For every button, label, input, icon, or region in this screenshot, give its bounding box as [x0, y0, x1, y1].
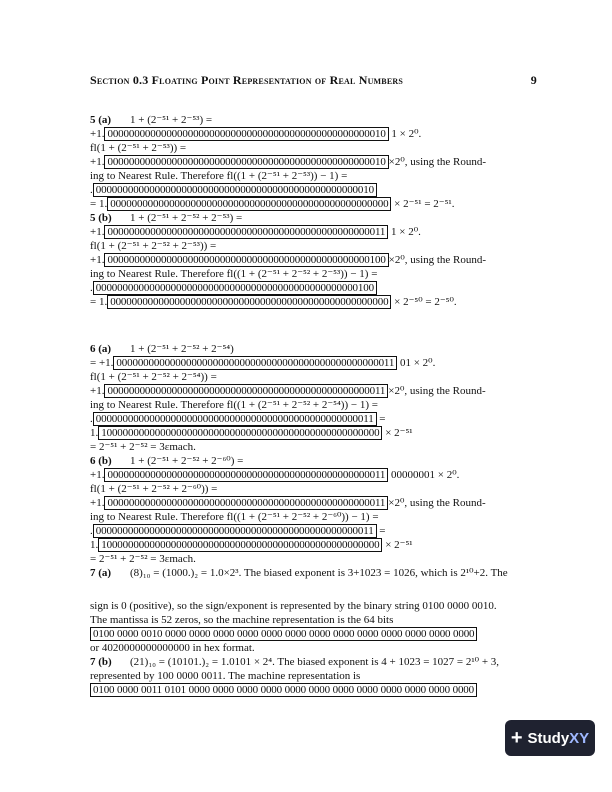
boxed-bit-string: 0000000000000000000000000000000000000000000000000100: [93, 281, 377, 295]
line-suffix: 1 × 2⁰.: [388, 226, 421, 238]
boxed-bit-string: 0000000000000000000000000000000000000000000000000000: [107, 295, 391, 309]
boxed-bit-string: 0000000000000000000000000000000000000000000000000011: [104, 384, 388, 398]
solution-line: [90, 211, 537, 225]
line-prefix: +1.: [90, 128, 105, 140]
boxed-bit-string: 0000000000000000000000000000000000000000000000000011: [113, 356, 397, 370]
boxed-bit-string: 0000000000000000000000000000000000000000000000000011: [104, 468, 388, 482]
line-suffix: × 2⁻⁵¹: [382, 427, 413, 439]
line-text: fl(1 + (2⁻⁵¹ + 2⁻⁵² + 2⁻⁵³)) =: [90, 240, 217, 252]
solution-line: [90, 239, 537, 253]
line-text: 1 + (2⁻⁵¹ + 2⁻⁵² + 2⁻⁶⁰) =: [130, 455, 244, 467]
solution-line: [90, 627, 537, 641]
solution-line: [90, 426, 537, 440]
line-text: ing to Nearest Rule. Therefore fl((1 + (2⁻⁵¹ + 2⁻⁵² + 2⁻⁶⁰)) − 1) =: [90, 511, 379, 523]
line-text: The mantissa is 52 zeros, so the machine representation is the 64 bits: [90, 614, 394, 626]
running-header: [90, 73, 537, 88]
boxed-bit-string: 0000000000000000000000000000000000000000000000000011: [93, 524, 377, 538]
solution-line: [90, 613, 537, 627]
section-title: Section 0.3 Floating Point Representation of Real Numbers: [90, 73, 403, 87]
solution-line: [90, 342, 537, 356]
solution-line: [90, 669, 537, 683]
solution-line: [90, 267, 537, 281]
solution-line: [90, 538, 537, 552]
line-prefix: +1.: [90, 226, 105, 238]
solution-line: [90, 155, 537, 169]
line-suffix: ×2⁰, using the Round-: [388, 385, 486, 397]
boxed-bit-string: 0100 0000 0010 0000 0000 0000 0000 0000 0000 0000 0000 0000 0000 0000 0000 0000: [90, 627, 477, 641]
problem-label: 5 (a): [90, 114, 112, 126]
solution-line: [90, 384, 537, 398]
line-suffix: ×2⁰, using the Round-: [388, 497, 486, 509]
line-prefix: .: [90, 282, 93, 294]
solution-line: [90, 141, 537, 155]
solution-line: [90, 225, 537, 239]
solution-line: [90, 655, 537, 669]
line-prefix: = 1.: [90, 198, 108, 210]
line-text: 1 + (2⁻⁵¹ + 2⁻⁵² + 2⁻⁵⁴): [130, 343, 234, 355]
solution-line: [90, 468, 537, 482]
line-suffix: 00000001 × 2⁰.: [388, 469, 460, 481]
solution-line: [90, 197, 537, 211]
line-suffix: ×2⁰, using the Round-: [388, 156, 487, 168]
solution-line: [90, 641, 537, 655]
line-suffix: × 2⁻⁵⁰ = 2⁻⁵⁰.: [391, 296, 457, 308]
boxed-bit-string: 0000000000000000000000000000000000000000000000000010: [104, 127, 388, 141]
line-suffix: ×2⁰, using the Round-: [388, 254, 487, 266]
solution-line: [90, 356, 537, 370]
line-suffix: =: [376, 525, 386, 537]
line-suffix: 01 × 2⁰.: [397, 357, 436, 369]
line-text: sign is 0 (positive), so the sign/exponent is represented by the binary string 0100 0000 0010.: [90, 600, 497, 612]
solution-line: [90, 566, 537, 580]
line-prefix: +1.: [90, 469, 105, 481]
line-text: ing to Nearest Rule. Therefore fl((1 + (2⁻⁵¹ + 2⁻⁵³)) − 1) =: [90, 170, 348, 182]
line-text: = 2⁻⁵¹ + 2⁻⁵² = 3εmach.: [90, 441, 196, 453]
problem-label: 6 (b): [90, 455, 112, 467]
boxed-bit-string: 0000000000000000000000000000000000000000000000000100: [104, 253, 388, 267]
solution-line: [90, 683, 537, 697]
page-number: 9: [530, 73, 537, 87]
line-prefix: +1.: [90, 254, 105, 266]
line-prefix: 1.: [90, 427, 99, 439]
solution-line: [90, 482, 537, 496]
boxed-bit-string: 0100 0000 0011 0101 0000 0000 0000 0000 0000 0000 0000 0000 0000 0000 0000 0000: [90, 683, 477, 697]
solution-line: [90, 281, 537, 295]
line-prefix: .: [90, 413, 93, 425]
solution-line: [90, 412, 537, 426]
line-text: 1 + (2⁻⁵¹ + 2⁻⁵² + 2⁻⁵³) =: [130, 212, 243, 224]
solution-line: [90, 113, 537, 127]
solution-line: [90, 440, 537, 454]
boxed-bit-string: 0000000000000000000000000000000000000000000000000011: [104, 496, 388, 510]
line-text: (21)₁₀ = (10101.)₂ = 1.0101 × 2⁴. The biased exponent is 4 + 1023 = 1027 = 2¹⁰ + 3,: [130, 656, 500, 668]
boxed-bit-string: 0000000000000000000000000000000000000000000000000000: [107, 197, 391, 211]
brand-study: Study: [527, 729, 570, 747]
boxed-bit-string: 0000000000000000000000000000000000000000000000000011: [93, 412, 377, 426]
plus-icon: +: [510, 727, 523, 749]
problem-label: 7 (a): [90, 567, 112, 579]
line-text: represented by 100 0000 0011. The machine representation is: [90, 670, 361, 682]
line-text: (8)₁₀ = (1000.)₂ = 1.0×2³. The biased exponent is 3+1023 = 1026, which is 2¹⁰+2. The: [130, 567, 508, 579]
line-text: fl(1 + (2⁻⁵¹ + 2⁻⁵² + 2⁻⁶⁰)) =: [90, 483, 218, 495]
line-prefix: 1.: [90, 539, 99, 551]
studyxy-watermark: [505, 720, 595, 756]
solution-line: [90, 496, 537, 510]
line-text: ing to Nearest Rule. Therefore fl((1 + (2⁻⁵¹ + 2⁻⁵² + 2⁻⁵⁴)) − 1) =: [90, 399, 378, 411]
line-prefix: +1.: [90, 156, 105, 168]
brand-xy: XY: [569, 729, 590, 747]
solution-line: [90, 253, 537, 267]
boxed-bit-string: 0000000000000000000000000000000000000000000000000010: [104, 155, 388, 169]
line-suffix: × 2⁻⁵¹ = 2⁻⁵¹.: [391, 198, 455, 210]
line-prefix: +1.: [90, 385, 105, 397]
line-prefix: = +1.: [90, 357, 114, 369]
solution-line: [90, 295, 537, 309]
line-text: ing to Nearest Rule. Therefore fl((1 + (2⁻⁵¹ + 2⁻⁵² + 2⁻⁵³)) − 1) =: [90, 268, 378, 280]
line-text: 1 + (2⁻⁵¹ + 2⁻⁵³) =: [130, 114, 213, 126]
solution-line: [90, 127, 537, 141]
boxed-bit-string: 0000000000000000000000000000000000000000000000000011: [104, 225, 388, 239]
line-text: or 4020000000000000 in hex format.: [90, 642, 255, 654]
solution-line: [90, 454, 537, 468]
line-suffix: × 2⁻⁵¹: [382, 539, 413, 551]
solution-line: [90, 183, 537, 197]
line-text: fl(1 + (2⁻⁵¹ + 2⁻⁵² + 2⁻⁵⁴)) =: [90, 371, 217, 383]
solution-line: [90, 524, 537, 538]
solution-line: [90, 510, 537, 524]
solution-line: [90, 552, 537, 566]
boxed-bit-string: 0000000000000000000000000000000000000000000000000010: [93, 183, 377, 197]
line-prefix: .: [90, 184, 93, 196]
line-prefix: = 1.: [90, 296, 108, 308]
line-suffix: 1 × 2⁰.: [388, 128, 422, 140]
solution-line: [90, 599, 537, 613]
line-text: fl(1 + (2⁻⁵¹ + 2⁻⁵³)) =: [90, 142, 187, 154]
problem-label: 5 (b): [90, 212, 112, 224]
boxed-bit-string: 1000000000000000000000000000000000000000000000000000: [98, 426, 382, 440]
problem-label: 6 (a): [90, 343, 112, 355]
problem-label: 7 (b): [90, 656, 112, 668]
solution-line: [90, 370, 537, 384]
solution-line: [90, 169, 537, 183]
line-suffix: =: [376, 413, 386, 425]
line-prefix: .: [90, 525, 93, 537]
solution-line: [90, 398, 537, 412]
line-prefix: +1.: [90, 497, 105, 509]
line-text: = 2⁻⁵¹ + 2⁻⁵² = 3εmach.: [90, 553, 196, 565]
boxed-bit-string: 1000000000000000000000000000000000000000000000000000: [98, 538, 382, 552]
